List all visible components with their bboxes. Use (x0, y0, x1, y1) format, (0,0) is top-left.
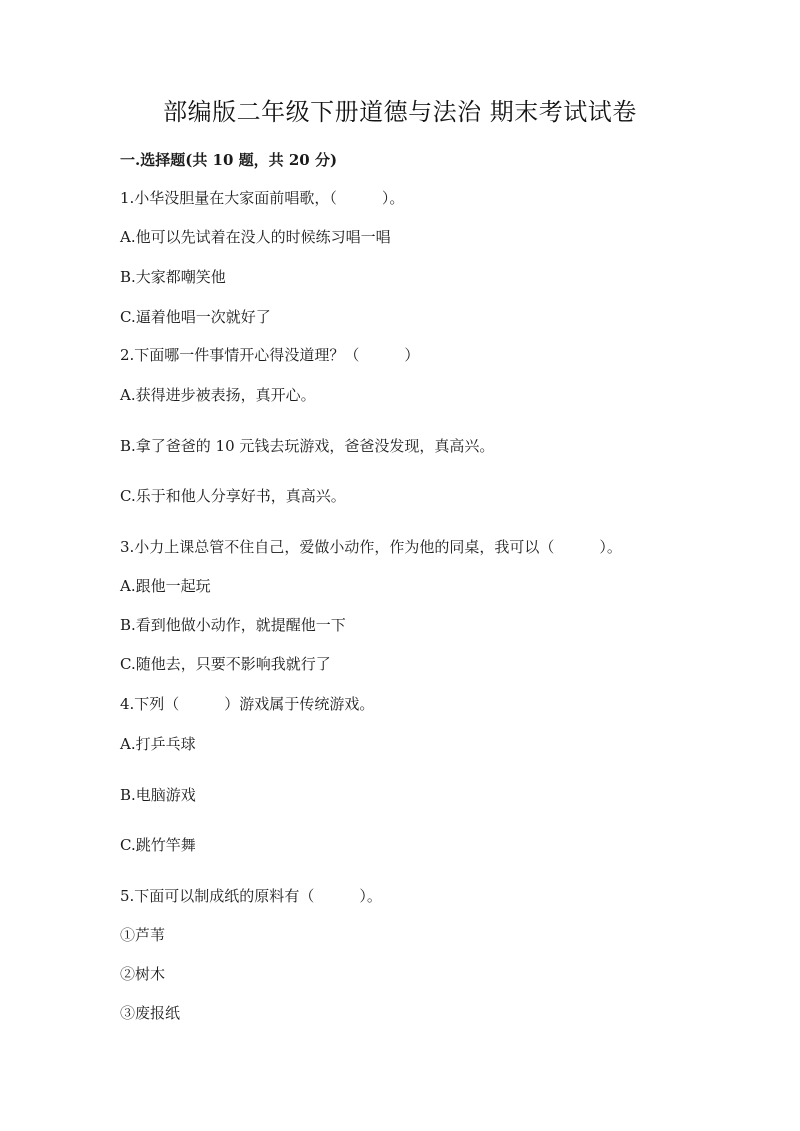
page-title: 部编版二年级下册道德与法治 期末考试试卷 (163, 98, 637, 126)
question-5-option-2: ②树木 (120, 965, 166, 983)
question-3-stem: 3.小力上课总管不住自己，爱做小动作，作为他的同桌，我可以（ ）。 (120, 538, 622, 556)
question-2-option-c: C.乐于和他人分享好书，真高兴。 (120, 487, 346, 505)
question-2-stem: 2.下面哪一件事情开心得没道理？（ ） (120, 346, 420, 364)
question-2-option-a: A.获得进步被表扬，真开心。 (120, 386, 316, 404)
question-3-option-c: C.随他去，只要不影响我就行了 (120, 655, 331, 673)
question-3-option-b: B.看到他做小动作，就提醒他一下 (120, 616, 346, 634)
question-5-option-1: ①芦苇 (120, 926, 166, 944)
question-1-option-c: C.逼着他唱一次就好了 (120, 308, 271, 326)
question-4-option-a: A.打乒乓球 (120, 735, 196, 753)
question-4-stem: 4.下列（ ）游戏属于传统游戏。 (120, 695, 375, 713)
question-4-option-b: B.电脑游戏 (120, 786, 196, 804)
question-1-stem: 1.小华没胆量在大家面前唱歌，（ ）。 (120, 189, 405, 207)
question-1-option-b: B.大家都嘲笑他 (120, 268, 226, 286)
question-4-option-c: C.跳竹竿舞 (120, 836, 196, 854)
question-3-option-a: A.跟他一起玩 (120, 577, 211, 595)
question-5-stem: 5.下面可以制成纸的原料有（ ）。 (120, 887, 382, 905)
section-heading: 一.选择题(共 10 题，共 20 分) (120, 151, 338, 169)
question-1-option-a: A.他可以先试着在没人的时候练习唱一唱 (120, 228, 391, 246)
question-5-option-3: ③废报纸 (120, 1004, 181, 1022)
question-2-option-b: B.拿了爸爸的 10 元钱去玩游戏，爸爸没发现，真高兴。 (120, 437, 495, 455)
